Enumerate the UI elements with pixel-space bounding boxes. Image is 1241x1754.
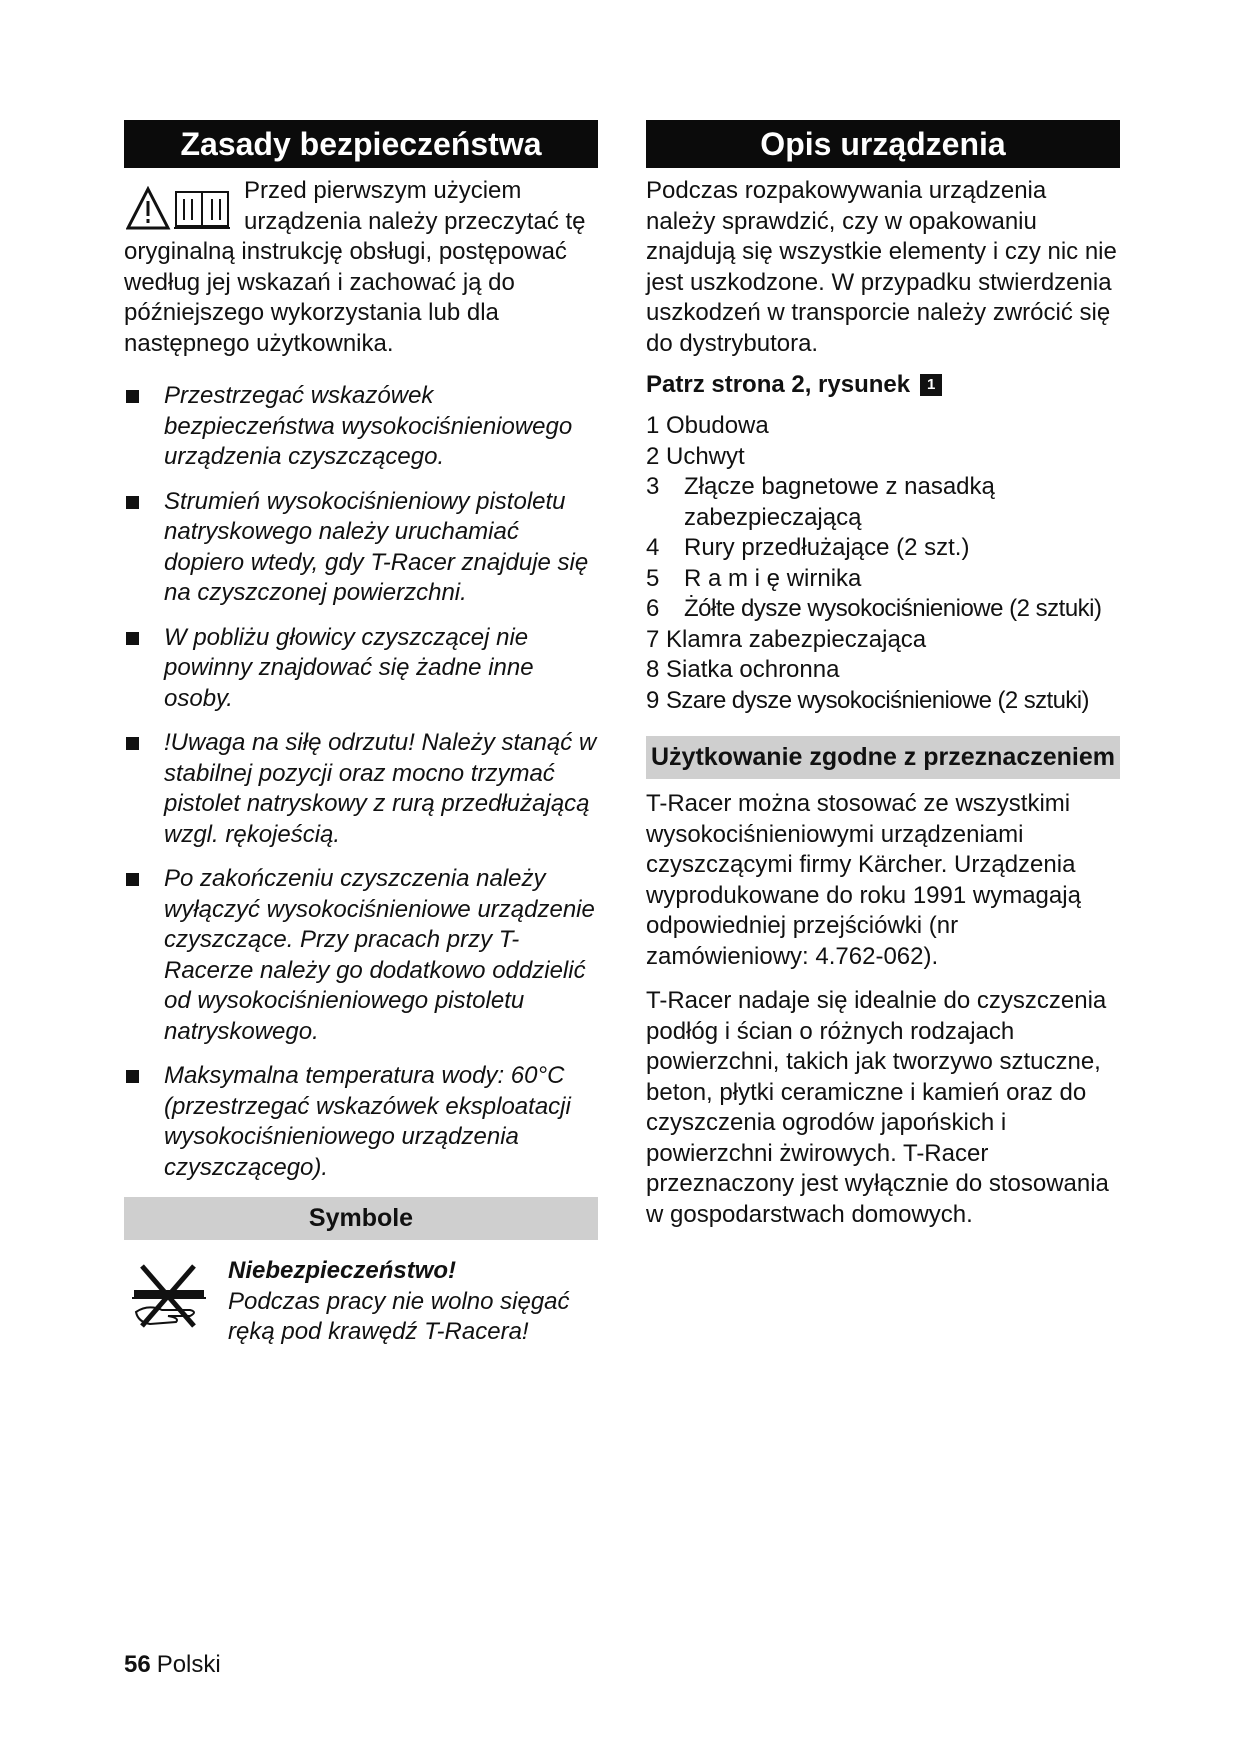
symbols-title: Symbole <box>124 1197 598 1240</box>
list-item: 8 Siatka ochronna <box>646 656 840 683</box>
danger-title: Niebezpieczeństwo! <box>228 1257 457 1284</box>
page-number: 56 <box>124 1651 151 1678</box>
right-column <box>646 120 1120 1230</box>
list-item: 2 Uchwyt <box>646 442 745 470</box>
intro-first-line: Przed pierwszym użyciem <box>244 177 522 204</box>
safety-intro <box>124 176 598 359</box>
bullet-square-icon <box>126 873 139 886</box>
device-intro: Podczas rozpakowywania urządzenia należy sprawdzić, czy w opakowaniu znajdują się wszystkie elementy i czy nic nie jest uszkodzone. W przypadku stwierdzenia uszkodzeń w transporcie należy zwrócić się do dystrybutora. <box>646 177 1117 357</box>
bullet-item: W pobliżu głowicy czyszczącej nie powinny znajdować się żadne inne osoby. <box>124 623 598 715</box>
bullet-item: !Uwaga na siłę odrzutu! Należy stanąć w stabilnej pozycji oraz mocno trzymać pistolet natryskowy z rurą przedłużającą wzgl. rękojeścią. <box>124 728 598 850</box>
page-footer <box>124 1651 221 1679</box>
bullet-item: Strumień wysokociśnieniowy pistoletu natryskowego należy uruchamiać dopiero wtedy, gdy T-Racer znajduje się na czyszczonej powierzchni. <box>124 487 598 609</box>
bullet-item: Przestrzegać wskazówek bezpieczeństwa wysokociśnieniowego urządzenia czyszczącego. <box>124 381 598 473</box>
bullet-square-icon <box>126 1070 139 1083</box>
bullet-item: Po zakończeniu czyszczenia należy wyłączyć wysokociśnieniowe urządzenie czyszczące. Przy pracach przy T-Racerze należy go dodatkowo oddzielić od wysokociśnieniowego pistoletu natryskowego. <box>124 864 598 1047</box>
intro-rest: urządzenia należy przeczytać tę oryginalną instrukcję obsługi, postępować według jej wskazań i zachować ją do późniejszego wykorzystania lub dla następnego użytkownika. <box>124 207 586 357</box>
bullet-square-icon <box>126 632 139 645</box>
list-item: 1 Obudowa <box>646 412 769 439</box>
no-hand-under-edge-icon <box>128 1260 210 1332</box>
list-item: 5 R a m i ę wirnika <box>646 564 862 592</box>
list-item: 7 Klamra zabezpieczająca <box>646 625 927 653</box>
list-item: 4 Rury przedłużające (2 szt.) <box>646 534 970 561</box>
footer-language: Polski <box>156 1651 221 1678</box>
bullet-square-icon <box>126 390 139 403</box>
danger-symbol-block <box>124 1256 598 1352</box>
left-column <box>124 120 598 1352</box>
parts-list <box>646 411 1120 716</box>
usage-paragraph-2: T-Racer nadaje się idealnie do czyszczenia podłóg i ścian o różnych rodzajach powierzchni, takich jak tworzywo sztuczne, beton, płytki ceramiczne i kamień oraz do czyszczenia ogrodów japońskich i powierzchni żwirowych. T-Racer przeznaczony jest wyłącznie do stosowania w gospodarstwach domowych. <box>646 987 1109 1228</box>
danger-text: Podczas pracy nie wolno sięgać ręką pod krawędź T-Racera! <box>228 1287 570 1345</box>
bullet-square-icon <box>126 737 139 750</box>
safety-bullet-list <box>124 381 598 1183</box>
device-description-title: Opis urządzenia <box>646 120 1120 168</box>
figure-reference: Patrz strona 2, rysunek 1 <box>646 371 1120 399</box>
safety-title: Zasady bezpieczeństwa <box>124 120 598 168</box>
usage-title: Użytkowanie zgodne z przeznaczeniem <box>646 736 1120 779</box>
list-item: 6 Żółte dysze wysokociśnieniowe (2 sztuki) <box>646 595 1102 622</box>
bullet-item: Maksymalna temperatura wody: 60°C (przestrzegać wskazówek eksploatacji wysokociśnieniowego urządzenia czyszczącego). <box>124 1061 598 1183</box>
warning-manual-icon <box>126 186 232 232</box>
figure-number-badge: 1 <box>920 374 942 396</box>
bullet-square-icon <box>126 496 139 509</box>
list-item: 9 Szare dysze wysokociśnieniowe (2 sztuki) <box>646 686 1089 714</box>
usage-paragraph-1: T-Racer można stosować ze wszystkimi wysokociśnieniowymi urządzeniami czyszczącymi firmy Kärcher. Urządzenia wyprodukowane do roku 1991 wymagają odpowiedniej przejściówki (nr zamówieniowy: 4.762-062). <box>646 790 1081 970</box>
list-item: 3 Złącze bagnetowe z nasadką zabezpieczającą <box>646 473 995 531</box>
